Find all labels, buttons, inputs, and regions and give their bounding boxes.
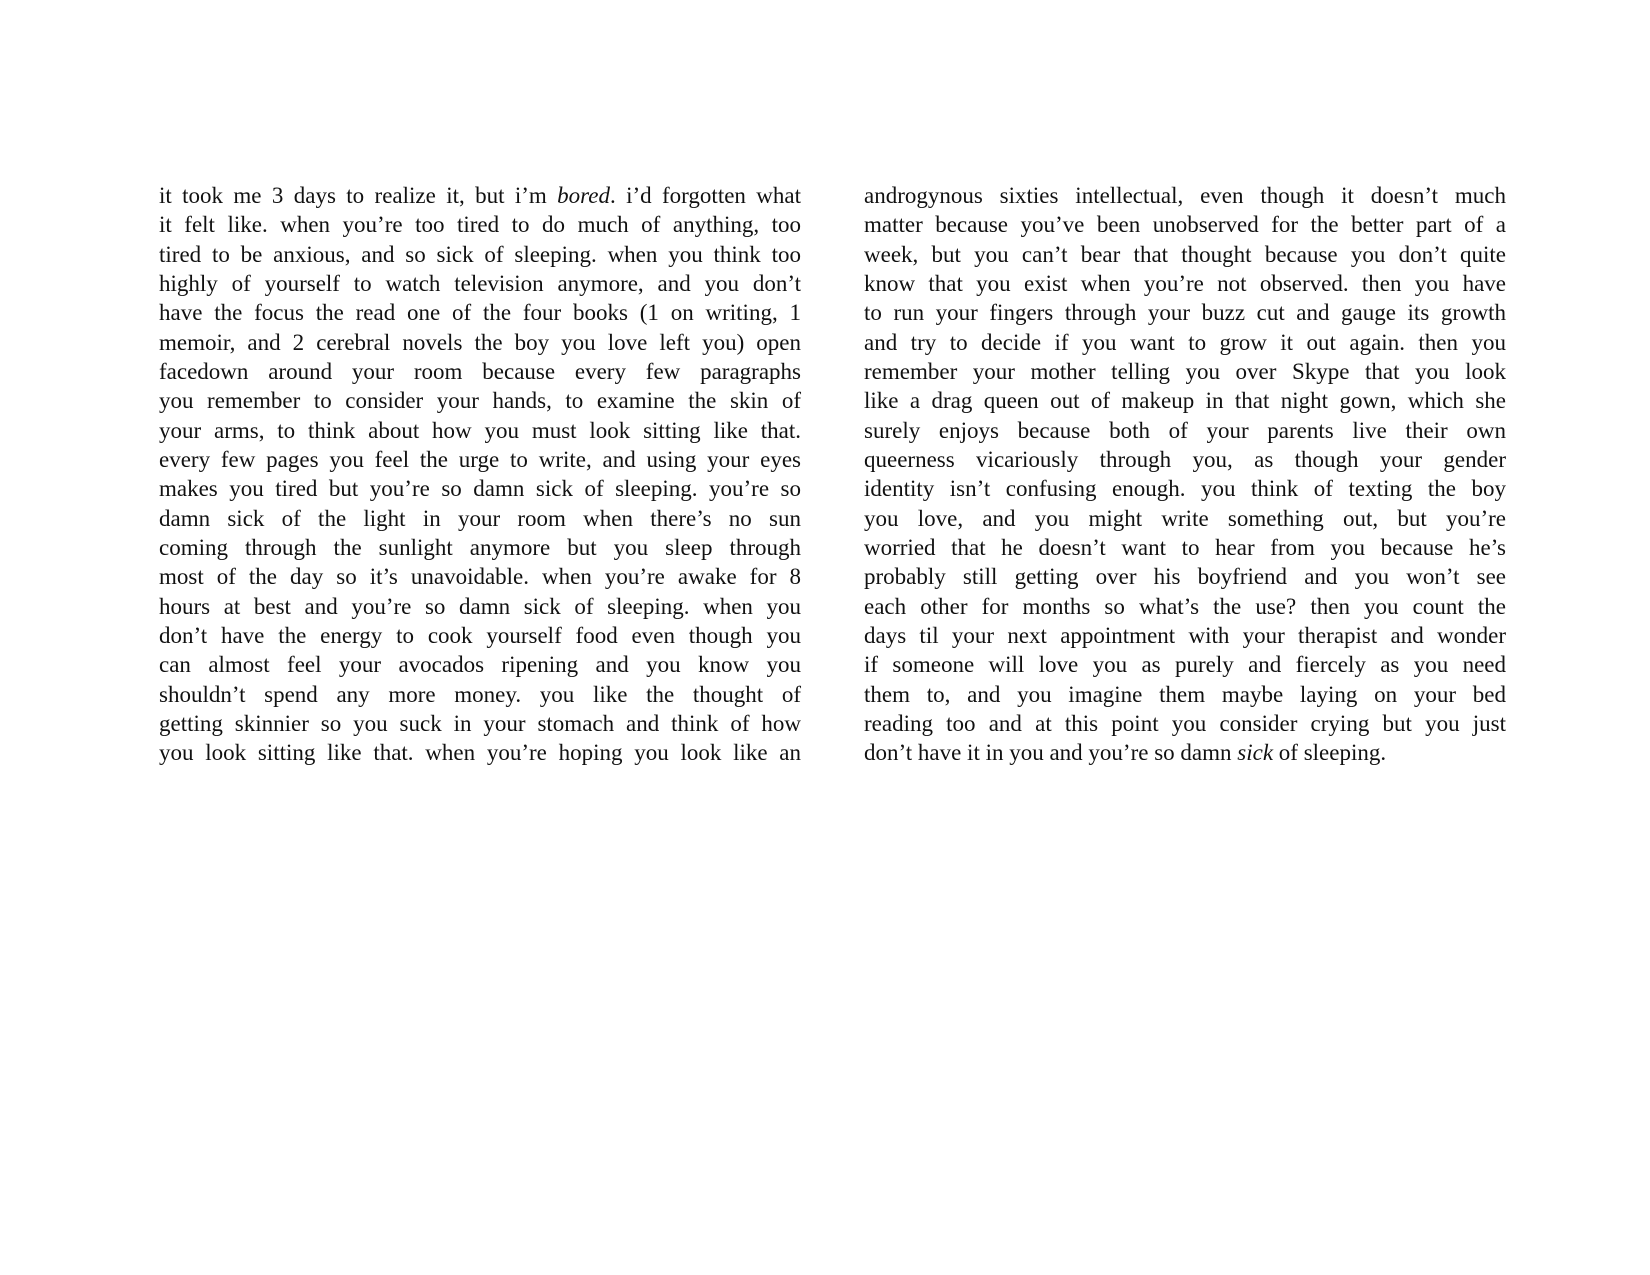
text-segment: you love, and you might write something out, but you’re [864, 505, 1506, 531]
text-segment: highly of yourself to watch television anymore, and you don’t [159, 270, 801, 296]
text-line [864, 181, 1506, 210]
text-segment: don’t have the energy to cook yourself food even though you [159, 622, 801, 648]
text-line [159, 328, 801, 357]
text-line [159, 680, 801, 709]
text-segment: matter because you’ve been unobserved for the better part of a [864, 212, 1506, 238]
text-line [159, 504, 801, 533]
italic-emphasis: bored [557, 183, 610, 208]
text-line [864, 298, 1506, 327]
text-segment: reading too and at this point you consider crying but you just [864, 710, 1506, 736]
text-line [864, 210, 1506, 239]
text-segment: week, but you can’t bear that thought because you don’t quite [864, 241, 1506, 267]
text-line [159, 738, 801, 767]
text-segment: coming through the sunlight anymore but you sleep through [159, 534, 801, 560]
text-segment: shouldn’t spend any more money. you like the thought of [159, 681, 801, 707]
text-segment: . i’d forgotten what [609, 183, 801, 208]
text-line [864, 621, 1506, 650]
text-line [159, 298, 801, 327]
text-segment: facedown around your room because every few paragraphs [159, 358, 801, 384]
text-segment: you look sitting like that. when you’re hoping you look like an [159, 740, 801, 766]
text-segment: identity isn’t confusing enough. you think of texting the boy [864, 476, 1506, 502]
text-line [159, 592, 801, 621]
text-segment: memoir, and 2 cerebral novels the boy you love left you) open [159, 329, 801, 355]
text-line [159, 386, 801, 415]
text-line [864, 562, 1506, 591]
text-line [864, 504, 1506, 533]
text-line [159, 474, 801, 503]
text-segment: and try to decide if you want to grow it out again. then you [864, 329, 1506, 355]
text-line [159, 533, 801, 562]
text-segment: it took me 3 days to realize it, but i’m [159, 183, 558, 208]
text-segment: tired to be anxious, and so sick of sleeping. when you think too [159, 241, 801, 267]
text-segment: most of the day so it’s unavoidable. when you’re awake for 8 [159, 564, 801, 590]
text-line [864, 445, 1506, 474]
text-segment: remember your mother telling you over Skype that you look [864, 358, 1506, 384]
text-line [864, 650, 1506, 679]
text-segment: queerness vicariously through you, as though your gender [864, 446, 1506, 472]
text-segment: know that you exist when you’re not observed. then you have [864, 270, 1506, 296]
left-text-column [159, 181, 801, 768]
text-segment: hours at best and you’re so damn sick of sleeping. when you [159, 593, 801, 619]
text-segment: getting skinnier so you suck in your stomach and think of how [159, 710, 801, 736]
text-segment: can almost feel your avocados ripening and you know you [159, 652, 801, 678]
text-segment: of sleeping. [1273, 740, 1387, 766]
text-line [159, 445, 801, 474]
text-line [159, 210, 801, 239]
text-segment: damn sick of the light in your room when there’s no sun [159, 505, 801, 531]
text-line [864, 592, 1506, 621]
text-segment: like a drag queen out of makeup in that night gown, which she [864, 388, 1506, 414]
text-line [159, 416, 801, 445]
text-line [159, 357, 801, 386]
text-line [159, 181, 801, 210]
right-text-column [864, 181, 1506, 768]
text-line [864, 328, 1506, 357]
text-line [864, 386, 1506, 415]
text-segment: it felt like. when you’re too tired to do much of anything, too [159, 212, 801, 238]
text-segment: have the focus the read one of the four books (1 on writing, 1 [159, 300, 801, 326]
text-line [159, 269, 801, 298]
text-segment: probably still getting over his boyfriend and you won’t see [864, 564, 1506, 590]
text-segment: surely enjoys because both of your parents live their own [864, 417, 1506, 443]
text-line [159, 621, 801, 650]
text-segment: to run your fingers through your buzz cut and gauge its growth [864, 300, 1506, 326]
text-segment: your arms, to think about how you must look sitting like that. [159, 417, 801, 443]
text-line [864, 474, 1506, 503]
italic-emphasis: sick [1237, 740, 1274, 766]
text-line [864, 709, 1506, 738]
text-segment: each other for months so what’s the use? then you count the [864, 593, 1506, 619]
text-line [864, 533, 1506, 562]
text-segment: you remember to consider your hands, to examine the skin of [159, 388, 801, 414]
text-line [864, 357, 1506, 386]
text-line [159, 709, 801, 738]
text-segment: worried that he doesn’t want to hear from you because he’s [864, 534, 1506, 560]
text-segment: days til your next appointment with your therapist and wonder [864, 622, 1506, 648]
text-line [864, 416, 1506, 445]
text-segment: makes you tired but you’re so damn sick of sleeping. you’re so [159, 476, 801, 502]
text-segment: them to, and you imagine them maybe laying on your bed [864, 681, 1506, 707]
text-segment: every few pages you feel the urge to write, and using your eyes [159, 446, 801, 472]
text-line [864, 738, 1506, 767]
text-line [864, 269, 1506, 298]
text-line [864, 240, 1506, 269]
text-segment: don’t have it in you and you’re so damn [864, 740, 1238, 766]
text-line [159, 562, 801, 591]
text-segment: if someone will love you as purely and fiercely as you need [864, 652, 1506, 678]
text-line [864, 680, 1506, 709]
text-segment: androgynous sixties intellectual, even though it doesn’t much [864, 183, 1506, 208]
text-line [159, 650, 801, 679]
text-line [159, 240, 801, 269]
